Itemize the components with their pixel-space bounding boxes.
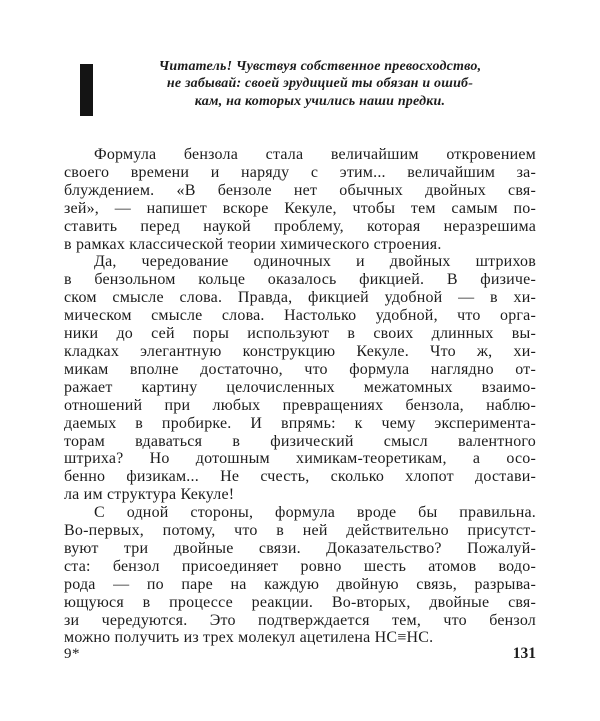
body-line: ражает картину целочисленных межатомных взаимо- [64, 378, 536, 396]
body-line: кладках элегантную конструкцию Кекуле. Что ж, хи- [64, 342, 536, 360]
body-line: Во-первых, потому, что в ней действительно присутст- [64, 522, 536, 540]
epigraph-line: Читатель! Чувствуя собственное превосходство, [158, 59, 482, 74]
paragraph [64, 504, 536, 647]
body-line: торам вдаваться в физический смысл валентного [64, 432, 536, 450]
body-line: мическом смысле слова. Настолько удобной, что орга- [64, 307, 536, 325]
body-line: в бензольном кольце оказалось фикцией. В физиче- [64, 271, 536, 289]
body-line: ющуюся в процессе реакции. Во-вторых, двойные свя- [64, 593, 536, 611]
epigraph [105, 58, 535, 110]
body-line: Да, чередование одиночных и двойных штрихов [94, 253, 536, 271]
body-line: бенно физикам... Не счесть, сколько хлопот достави- [64, 468, 536, 486]
body-text [64, 146, 536, 647]
body-line: можно получить из трех молекул ацетилена HC≡HC. [64, 629, 434, 647]
body-line: в рамках классической теории химического строения. [64, 235, 442, 253]
body-line: даемых в пробирке. И впрямь: к чему эксперимента- [64, 414, 536, 432]
body-line: блуждением. «В бензоле нет обычных двойных свя- [64, 181, 536, 199]
paragraph [64, 253, 536, 504]
page-number: 131 [512, 645, 536, 662]
body-line: отношений при любых превращениях бензола, наблю- [64, 396, 536, 414]
body-line: своего времени и наряду с этим... величайшим за- [64, 163, 536, 181]
body-line: зи чередуются. Это подтверждается тем, что бензол [64, 611, 536, 629]
body-line: ники до сей поры используют в своих длинных вы- [64, 325, 536, 343]
epigraph-line: кам, на которых учились наши предки. [194, 93, 446, 109]
body-line: С одной стороны, формула вроде бы правильна. [94, 504, 536, 522]
body-line: ста: бензол присоединяет ровно шесть атомов водо- [64, 557, 536, 575]
body-line: микам вполне достаточно, что формула наглядно от- [64, 360, 536, 378]
signature-mark: 9* [64, 646, 80, 662]
body-line: ла им структура Кекуле! [64, 486, 235, 504]
body-line: вуют три двойные связи. Доказательство? Пожалуй- [64, 539, 536, 557]
body-line: Формула бензола стала величайшим откровением [94, 146, 536, 163]
epigraph-line: не забывай: своей эрудицией ты обязан и ошиб- [166, 76, 474, 92]
body-line: ском смысле слова. Правда, фикцией удобной — в хи- [64, 289, 536, 307]
body-line: штриха? Но дотошным химикам-теоретикам, а осо- [64, 450, 536, 468]
paragraph [64, 146, 536, 253]
body-line: ставить перед наукой проблему, которая неразрешима [64, 217, 536, 235]
epigraph-bar [80, 64, 93, 116]
page-footer [64, 645, 536, 663]
body-line: рода — по паре на каждую двойную связь, разрыва- [64, 575, 536, 593]
body-line: зей», — напишет вскоре Кекуле, чтобы тем самым по- [64, 199, 536, 217]
